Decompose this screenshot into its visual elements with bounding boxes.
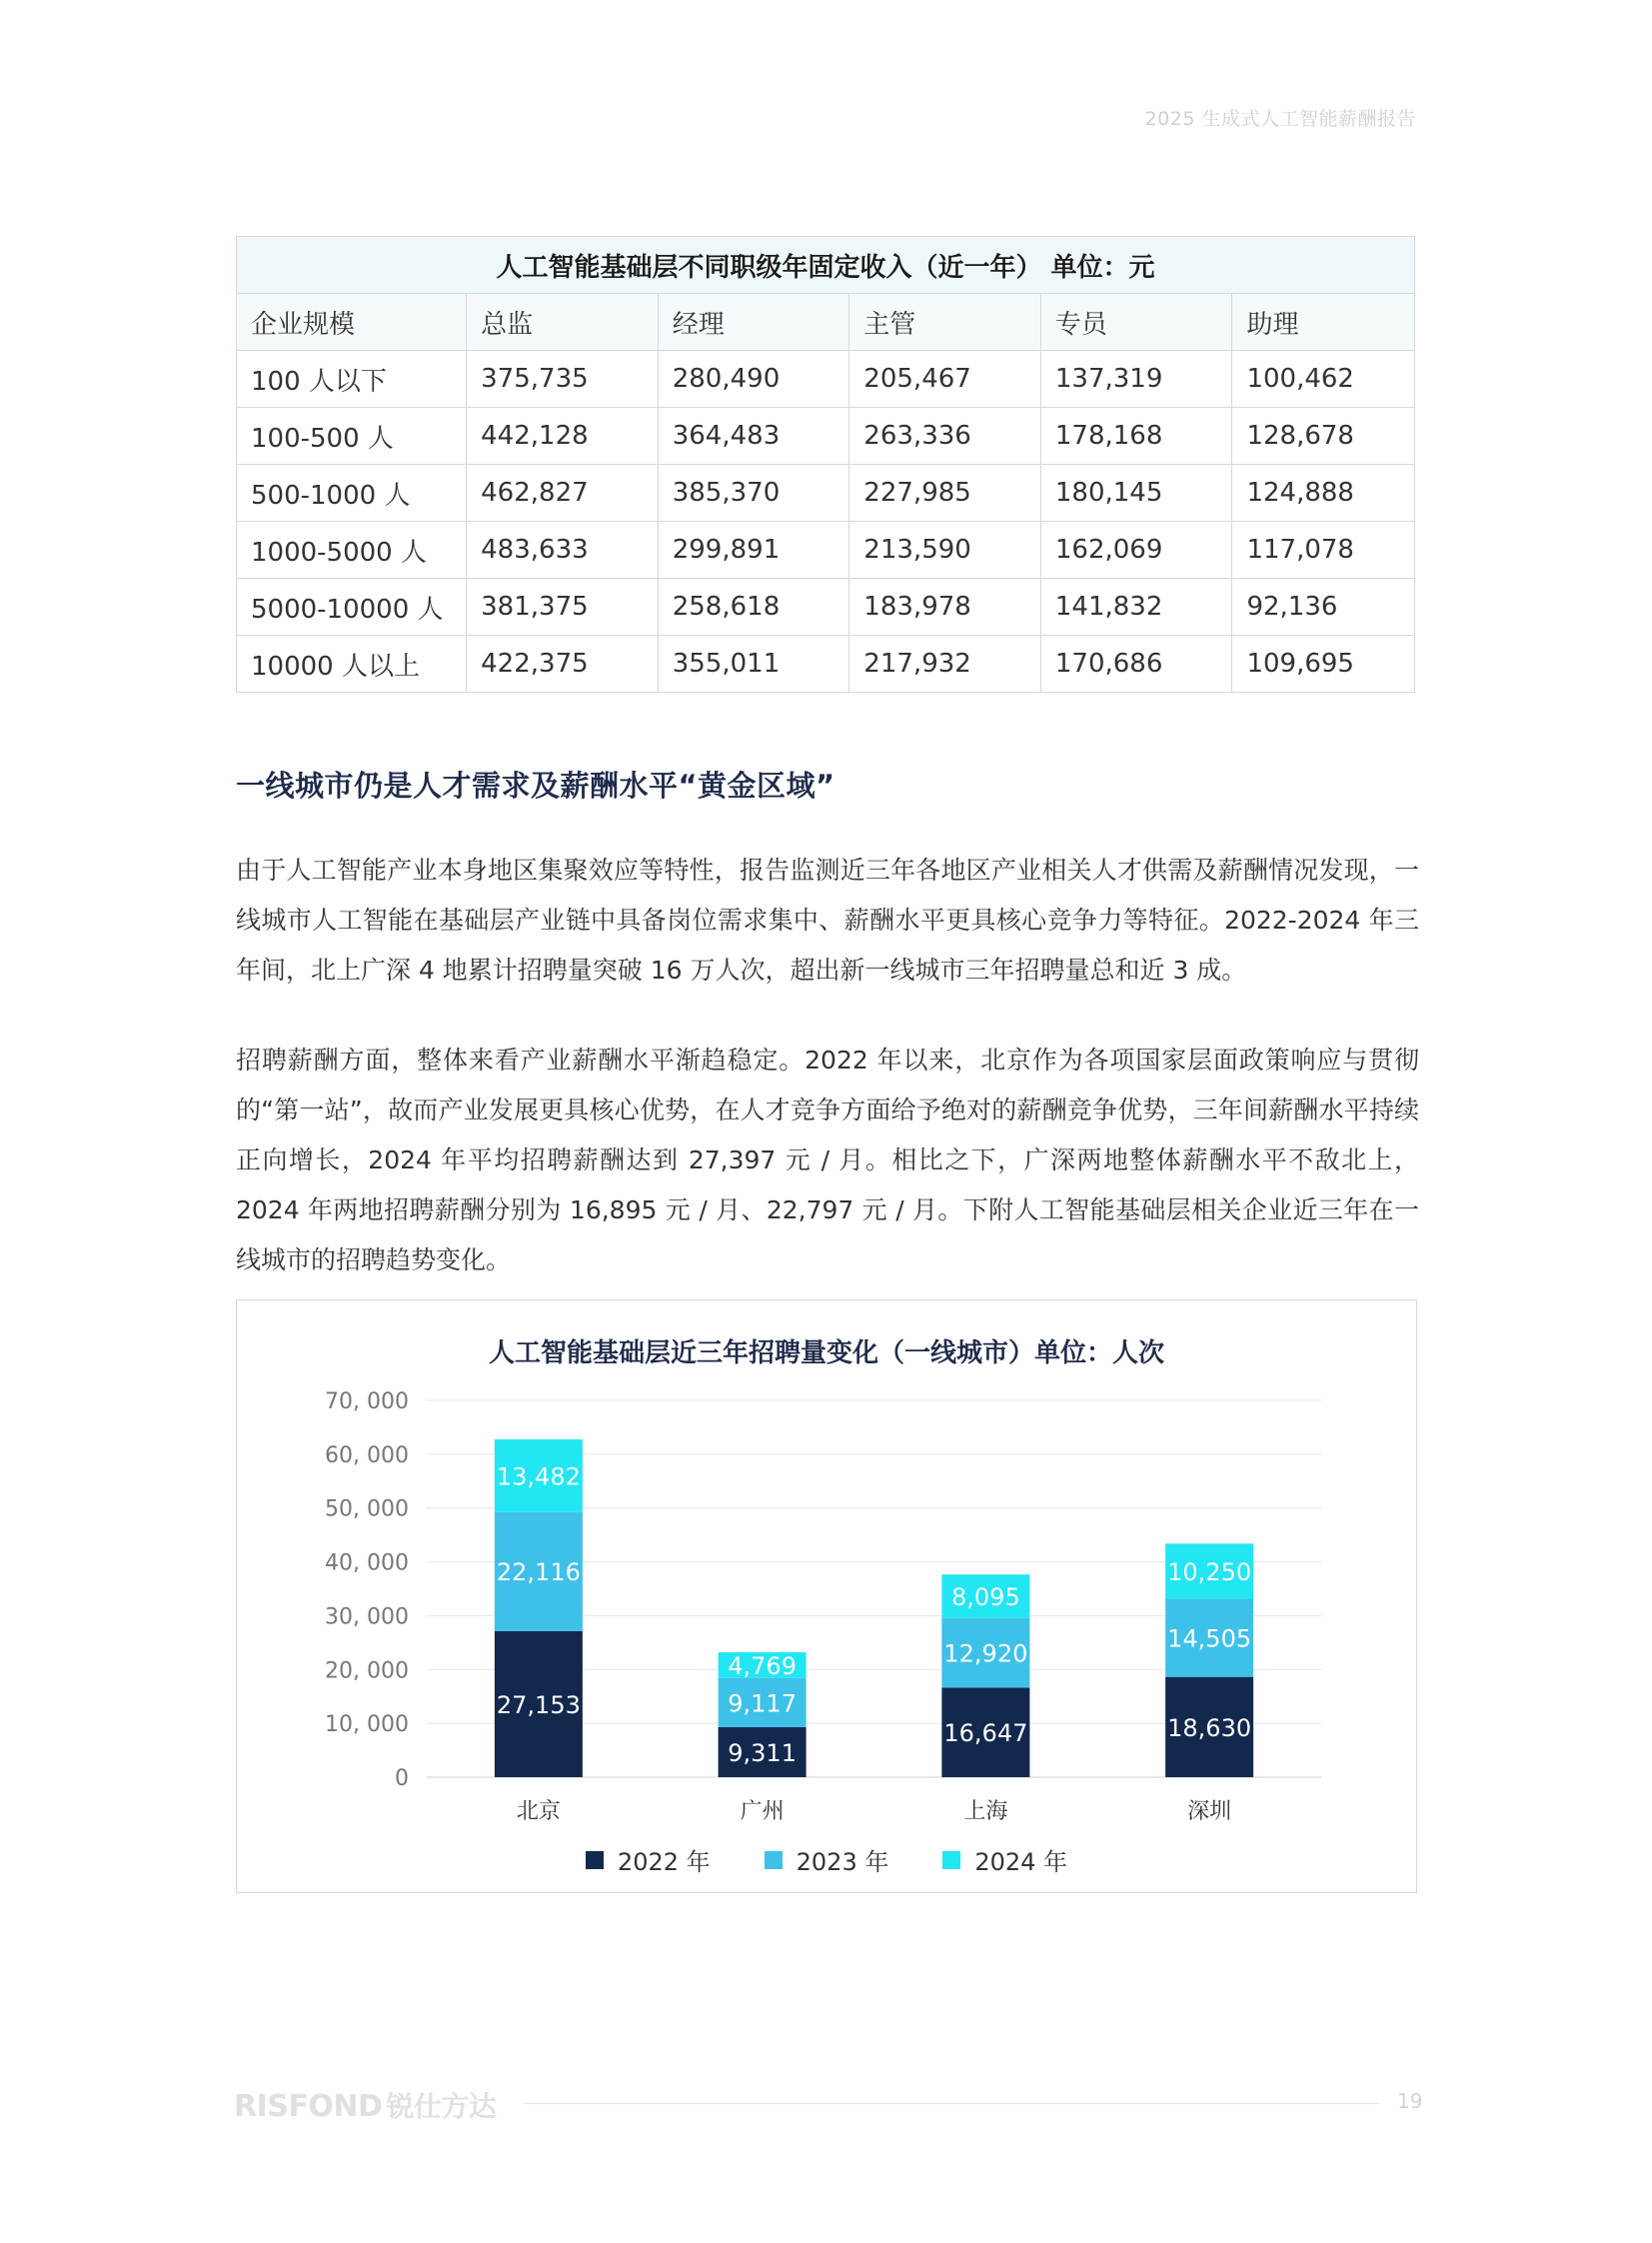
table-cell: 92,136	[1232, 579, 1415, 636]
column-header: 企业规模	[237, 294, 467, 351]
footer-logo	[234, 2085, 496, 2125]
table-cell: 227,985	[849, 465, 1041, 522]
y-tick-label: 60, 000	[325, 1442, 409, 1468]
recruitment-chart	[236, 1299, 1417, 1893]
legend-item	[765, 1842, 889, 1877]
x-tick-label: 广州	[740, 1799, 785, 1824]
table-cell: 1000-5000 人	[237, 522, 467, 579]
data-label: 9,117	[728, 1689, 797, 1718]
y-tick-label: 70, 000	[325, 1389, 409, 1414]
chart-plot	[237, 1300, 1416, 1892]
table-cell: 258,618	[658, 579, 849, 636]
chart-title: 人工智能基础层近三年招聘量变化（一线城市）单位：人次	[488, 1338, 1164, 1368]
table-cell: 100,462	[1232, 351, 1415, 408]
page-number: 19	[1397, 2089, 1423, 2113]
data-label: 14,505	[1167, 1624, 1252, 1653]
footer-divider	[524, 2103, 1379, 2104]
table-cell: 213,590	[849, 522, 1041, 579]
legend-swatch	[942, 1851, 960, 1869]
x-tick-label: 深圳	[1187, 1799, 1232, 1824]
table-cell: 178,168	[1040, 408, 1232, 465]
table-cell: 162,069	[1040, 522, 1232, 579]
table-cell: 170,686	[1040, 636, 1232, 693]
legend-label: 2024 年	[974, 1848, 1068, 1876]
table-cell: 381,375	[467, 579, 659, 636]
data-label: 8,095	[951, 1582, 1020, 1611]
table-cell: 5000-10000 人	[237, 579, 467, 636]
table-row	[237, 408, 1415, 465]
table-row	[237, 522, 1415, 579]
table-cell: 10000 人以上	[237, 636, 467, 693]
legend-label: 2022 年	[617, 1848, 711, 1876]
table-cell: 422,375	[467, 636, 659, 693]
table-header-row	[237, 294, 1415, 351]
data-label: 9,311	[728, 1738, 797, 1767]
body-paragraph: 由于人工智能产业本身地区集聚效应等特性，报告监测近三年各地区产业相关人才供需及薪酬情况发现，一线城市人工智能在基础层产业链中具备岗位需求集中、薪酬水平更具核心竞争力等特征。2022-2024 年三年间，北上广深 4 地累计招聘量突破 16 万人次，超出新一线城市三年招聘量总和近 3 成。	[236, 856, 1419, 985]
table-row	[237, 579, 1415, 636]
y-tick-label: 0	[395, 1766, 409, 1791]
y-tick-label: 40, 000	[325, 1550, 409, 1576]
table-cell: 375,735	[467, 351, 659, 408]
x-tick-label: 北京	[516, 1799, 561, 1824]
table-caption-row	[237, 237, 1415, 294]
table-row	[237, 465, 1415, 522]
table-row	[237, 636, 1415, 693]
data-label: 4,769	[728, 1651, 797, 1680]
table-cell: 217,932	[849, 636, 1041, 693]
table-cell: 385,370	[658, 465, 849, 522]
table-cell: 205,467	[849, 351, 1041, 408]
table-cell: 462,827	[467, 465, 659, 522]
salary-table	[236, 236, 1415, 693]
column-header: 经理	[658, 294, 849, 351]
table-cell: 263,336	[849, 408, 1041, 465]
table-cell: 442,128	[467, 408, 659, 465]
data-label: 10,250	[1167, 1557, 1252, 1586]
body-paragraph: 招聘薪酬方面，整体来看产业薪酬水平渐趋稳定。2022 年以来，北京作为各项国家层面政策响应与贯彻的“第一站”，故而产业发展更具核心优势，在人才竞争方面给予绝对的薪酬竞争优势，三年间薪酬水平持续正向增长，2024 年平均招聘薪酬达到 27,397 元 / 月。相比之下，广深两地整体薪酬水平不敌北上，2024 年两地招聘薪酬分别为 16,895 元 / 月、22,797 元 / 月。下附人工智能基础层相关企业近三年在一线城市的招聘趋势变化。	[236, 1046, 1419, 1274]
table-caption: 人工智能基础层不同职级年固定收入（近一年） 单位：元	[237, 237, 1415, 294]
column-header: 总监	[467, 294, 659, 351]
legend-swatch	[586, 1851, 604, 1869]
table-cell: 355,011	[658, 636, 849, 693]
section-heading: 一线城市仍是人才需求及薪酬水平“黄金区域”	[236, 769, 835, 803]
data-label: 27,153	[496, 1690, 581, 1719]
table-cell: 364,483	[658, 408, 849, 465]
table-row	[237, 351, 1415, 408]
legend-item	[942, 1842, 1067, 1877]
table-cell: 483,633	[467, 522, 659, 579]
table-cell: 109,695	[1232, 636, 1415, 693]
column-header: 助理	[1232, 294, 1415, 351]
logo-text-cn: 锐仕方达	[386, 2090, 497, 2123]
logo-text-en: RISFOND	[234, 2089, 383, 2124]
report-header-title: 2025 生成式人工智能薪酬报告	[1144, 108, 1416, 130]
table-cell: 280,490	[658, 351, 849, 408]
column-header: 专员	[1040, 294, 1232, 351]
table-cell: 180,145	[1040, 465, 1232, 522]
x-tick-label: 上海	[963, 1799, 1008, 1824]
data-label: 16,647	[943, 1719, 1028, 1748]
legend-label: 2023 年	[796, 1848, 889, 1876]
table-cell: 500-1000 人	[237, 465, 467, 522]
data-label: 12,920	[943, 1639, 1028, 1668]
chart-legend	[237, 1842, 1416, 1877]
y-tick-label: 20, 000	[325, 1658, 409, 1684]
table-cell: 124,888	[1232, 465, 1415, 522]
table-cell: 183,978	[849, 579, 1041, 636]
y-tick-label: 50, 000	[325, 1496, 409, 1522]
y-tick-label: 30, 000	[325, 1604, 409, 1630]
table-cell: 299,891	[658, 522, 849, 579]
data-label: 18,630	[1167, 1713, 1252, 1742]
table-cell: 137,319	[1040, 351, 1232, 408]
data-label: 22,116	[496, 1558, 581, 1587]
table-cell: 141,832	[1040, 579, 1232, 636]
y-tick-label: 10, 000	[325, 1712, 409, 1738]
table-cell: 117,078	[1232, 522, 1415, 579]
table-cell: 100 人以下	[237, 351, 467, 408]
data-label: 13,482	[496, 1462, 581, 1491]
table-cell: 128,678	[1232, 408, 1415, 465]
table-cell: 100-500 人	[237, 408, 467, 465]
legend-swatch	[765, 1851, 783, 1869]
legend-item	[586, 1842, 711, 1877]
column-header: 主管	[849, 294, 1041, 351]
